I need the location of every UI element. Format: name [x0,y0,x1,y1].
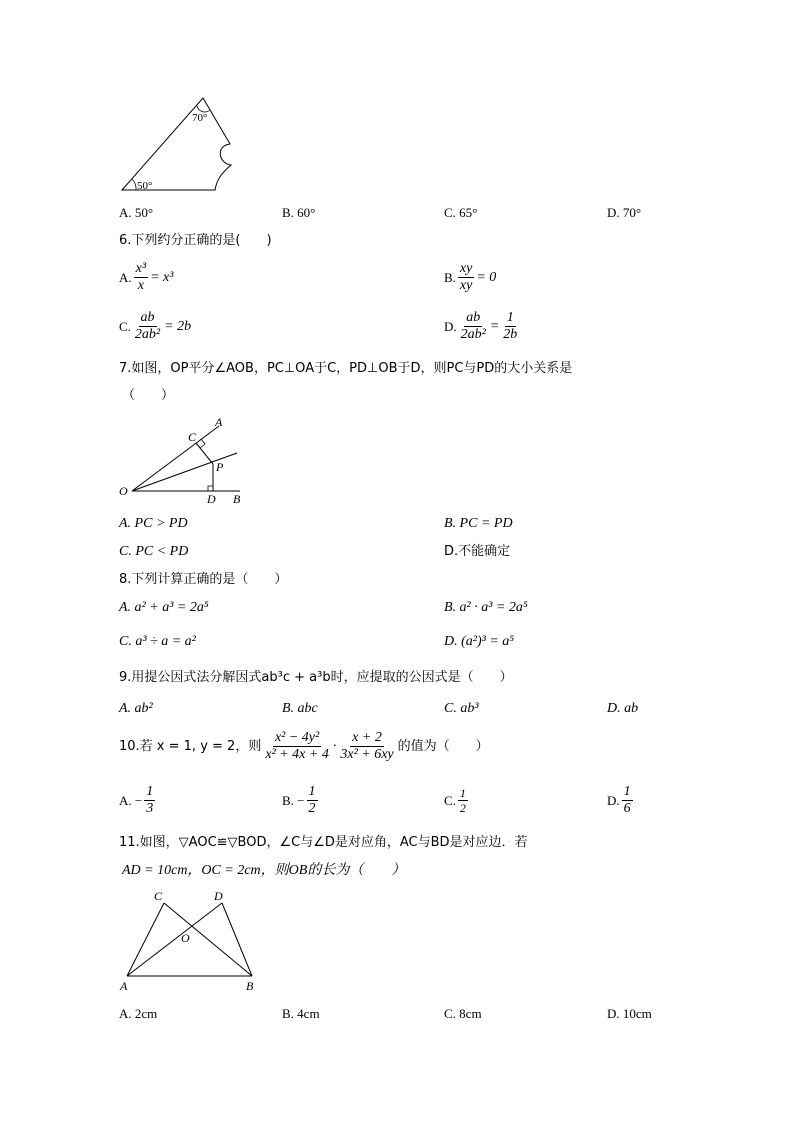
q9-stem: 9.用提公因式法分解因式ab³c + a³b时，应提取的公因式是（ ） [119,670,513,685]
q7-option-b[interactable]: B. PC = PD [444,516,513,531]
point-a-label: A [120,979,128,993]
q7-angle-bisector-figure [115,414,255,506]
q8-option-b[interactable]: B. a² · a³ = 2a⁵ [444,600,528,615]
q11-option-a[interactable]: A. 2cm [119,1006,158,1021]
point-o-label: O [119,484,128,498]
point-b-label: B [246,979,254,993]
point-d-label: D [207,492,216,506]
q5-triangle-figure [115,92,245,196]
point-c-label: C [188,430,197,444]
q6-stem: 6.下列约分正确的是( ) [119,233,272,248]
point-c-label: C [154,889,163,903]
q8-option-d[interactable]: D. (a²)³ = a⁵ [444,634,515,649]
q5-option-a[interactable]: A. 50° [119,205,154,220]
point-b-label: B [233,492,241,506]
q5-option-c[interactable]: C. 65° [444,205,478,220]
q11-stem-line2: AD = 10cm，OC = 2cm，则OB的长为（ ） [122,863,406,878]
q11-option-c[interactable]: C. 8cm [444,1006,482,1021]
point-o-label: O [181,931,190,945]
q11-stem-line1: 11.如图，▽AOC≌▽BOD，∠C与∠D是对应角，AC与BD是对应边．若 [119,835,528,850]
q7-option-c[interactable]: C. PC < PD [119,544,189,559]
q9-option-c[interactable]: C. ab³ [444,701,479,716]
q7-option-a[interactable]: A. PC > PD [119,516,188,531]
triangle-outline [122,98,231,190]
q11-option-b[interactable]: B. 4cm [282,1006,320,1021]
q7-stem-line1: 7.如图，OP平分∠AOB，PC⊥OA于C，PD⊥OB于D，则PC与PD的大小关系是 [119,361,573,376]
q5-option-d[interactable]: D. 70° [607,205,642,220]
q8-option-c[interactable]: C. a³ ÷ a = a² [119,634,196,649]
q6-option-c[interactable]: C. $\frac{ab}{\text{2ab²}}$ = 2b [119,310,192,342]
q8-option-a[interactable]: A. a² + a³ = 2a⁵ [119,600,209,615]
angle-70-label: 70° [192,112,208,124]
q7-stem-line2: （ ） [122,388,175,403]
q8-stem: 8.下列计算正确的是（ ） [119,572,288,587]
point-d-label: D [214,889,223,903]
q10-stem: 10.若 x = 1, y = 2，则 x² − 4y² x² + 4x + 4 · x + 2 3x² + 6xy 的值为（ ） [119,730,489,762]
q7-option-d[interactable]: D.不能确定 [444,544,511,559]
q10-option-b[interactable]: B. − $\frac{1}{2}$ [282,784,316,816]
q6-option-b[interactable]: B. $\frac{xy}{xy}$ = 0 [444,261,497,293]
q10-option-d[interactable]: D. 1 6 [607,784,631,816]
q10-option-c[interactable]: C. 1 2 [444,786,466,815]
point-p-label: P [216,460,224,474]
q9-option-b[interactable]: B. abc [282,701,318,716]
q10-option-a[interactable]: A. − $\frac{1}{3}$ [119,784,154,816]
q5-option-b[interactable]: B. 60° [282,205,316,220]
angle-50-label: 50° [137,180,153,192]
q11-triangles-figure [115,886,265,994]
q6-option-d[interactable]: D. $\frac{ab}{\text{2ab²}}$ = $\frac{1}{2b}$ [444,310,518,342]
q9-option-d[interactable]: D. ab [607,701,639,716]
q6-option-a[interactable]: A. $\frac{\text{x³}}{x}$ = x³ [119,261,174,293]
q9-option-a[interactable]: A. ab² [119,701,153,716]
q11-option-d[interactable]: D. 10cm [607,1006,652,1021]
point-a-label: A [215,415,223,429]
